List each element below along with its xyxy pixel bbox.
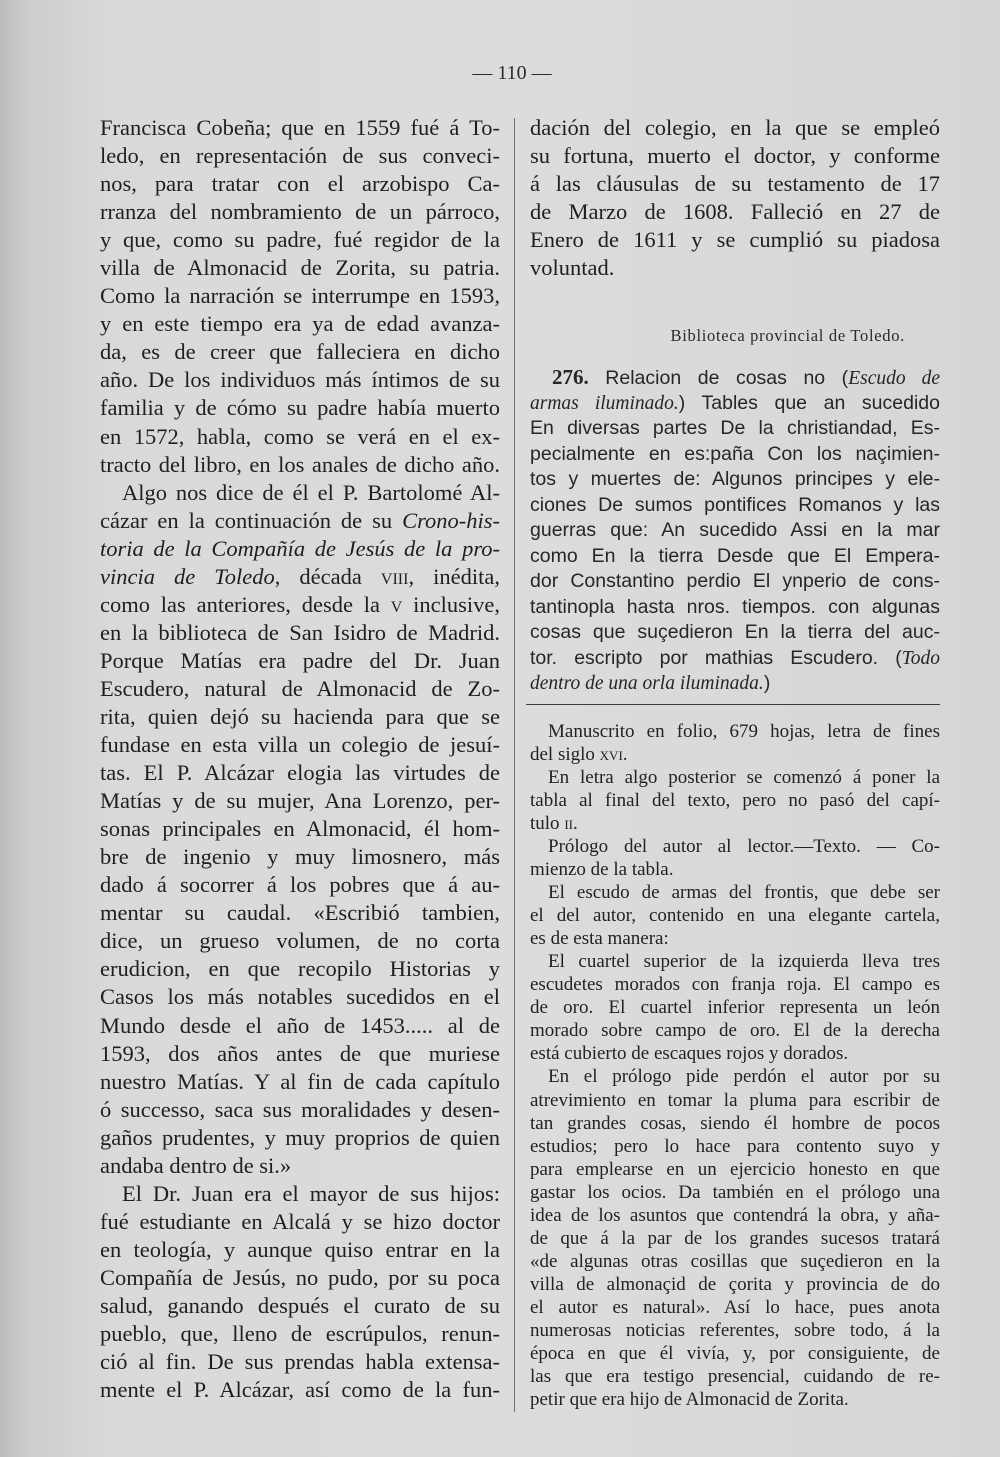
left-column-line [100, 619, 500, 647]
text: mente el P. Alcázar, así como de la fun- [100, 1377, 500, 1403]
text: pueblo, que, lleno de escrúpulos, renun- [100, 1321, 500, 1347]
text: mentar su caudal. «Escribió tambien, [100, 900, 500, 926]
italic-text: toria de la Compañía de Jesús de la pro- [100, 535, 500, 561]
text: en 1572, habla, como se verá en el ex- [100, 423, 500, 449]
text: Como la narración se interrumpe en 1593, [100, 283, 500, 309]
left-column-line [100, 563, 500, 591]
left-column-line [100, 1012, 500, 1040]
text: y que, como su padre, fué regidor de la [100, 227, 500, 253]
text: villa de Almonacid de Zorita, su patria. [100, 255, 500, 281]
text: 1593, dos años antes de que muriese [100, 1040, 500, 1066]
left-column-line [100, 787, 500, 815]
text: tabla al final del texto, pero no pasó del capí- [530, 789, 940, 811]
description-line [530, 1273, 940, 1296]
description-line [530, 720, 940, 743]
right-column-line [530, 198, 940, 226]
text: Matías y de su mujer, Ana Lorenzo, per- [100, 788, 500, 814]
right-column-line [530, 254, 940, 282]
description-line [530, 766, 940, 789]
text: año. De los individuos más íntimos de su [100, 367, 500, 393]
text: de Marzo de 1608. Falleció en 27 de [530, 199, 940, 225]
left-column-paragraph [100, 479, 500, 1180]
left-column-line [100, 1348, 500, 1376]
text: rranza del nombramiento de un párroco, [100, 199, 500, 225]
page-number: — 110 — [472, 62, 552, 84]
catalog-entry-title [530, 365, 940, 697]
small-caps-text: viii [380, 563, 409, 589]
entry-title-line [530, 569, 940, 595]
text: es de esta manera: [530, 928, 669, 950]
text: á las cláusulas de su testamento de 17 [530, 171, 940, 197]
left-column-line [100, 1208, 500, 1236]
description-line [530, 1042, 940, 1065]
text: sonas principales en Almonacid, él hom- [100, 816, 500, 842]
library-note: Biblioteca provincial de Toledo. [670, 326, 905, 345]
text: Prólogo del autor al lector.—Texto. — Co- [548, 835, 940, 857]
text: gastar los ocios. Da también en el prólogo una [530, 1181, 940, 1203]
left-column-line [100, 1320, 500, 1348]
text: En letra algo posterior se comenzó á poner la [548, 766, 940, 788]
text: cosas que suçedieron En la tierra del auc- [530, 621, 940, 644]
text: voluntad. [530, 255, 615, 281]
text: fué estudiante en Alcalá y se hizo doctor [100, 1208, 500, 1234]
text: «de algunas otras cosillas que suçedieron en la [530, 1250, 940, 1272]
left-column-line [100, 170, 500, 198]
text: dación del colegio, en la que se empleó [530, 115, 940, 140]
italic-text: Todo [901, 647, 940, 669]
description-line [530, 904, 940, 927]
entry-title-line [530, 416, 940, 442]
description-line [530, 1112, 940, 1135]
left-column-line [100, 1292, 500, 1320]
text: el del autor, contenido en una elegante cartela, [530, 905, 940, 926]
entry-title-line [530, 671, 940, 697]
text: morado sobre campo de oro. El de la derecha [530, 1020, 940, 1042]
text: ciones De sumos pontifices Romanos y las [530, 493, 940, 516]
left-column-line [100, 647, 500, 675]
right-column-line [530, 170, 940, 198]
text: rita, quien dejó su hacienda para que se [100, 703, 500, 729]
left-column-line [100, 871, 500, 899]
text: del siglo [530, 743, 600, 765]
text: está cubierto de escaques rojos y dorados. [530, 1043, 849, 1065]
description-line [530, 1065, 940, 1088]
italic-text: Escudo de [848, 368, 941, 390]
left-column-line [100, 703, 500, 731]
description-line [530, 1365, 940, 1388]
text: , inédita, [408, 563, 500, 589]
description-line [530, 1342, 940, 1365]
text: de que á la par de los grandes sucesos tratará [530, 1227, 940, 1249]
left-column-line [100, 451, 500, 479]
left-column-line [100, 310, 500, 338]
text: época en que él vivía, y, por consiguiente, de [530, 1343, 940, 1365]
text: las que era testigo presencial, cuidando de re- [530, 1366, 940, 1388]
text: gaños prudentes, y muy proprios de quien [100, 1124, 500, 1150]
entry-title-line [530, 518, 940, 544]
entry-title-line [530, 646, 940, 672]
description-line [530, 1296, 940, 1319]
text: Algo nos dice de él el P. Bartolomé Al- [122, 479, 500, 505]
small-caps-text: v [390, 591, 403, 617]
left-column-line [100, 1096, 500, 1124]
text: da, es de creer que falleciera en dicho [100, 339, 500, 365]
left-column [100, 114, 500, 1404]
description-line [530, 1319, 940, 1342]
description-paragraph [530, 881, 940, 950]
entry-separator-rule [526, 704, 940, 705]
text: petir que era hijo de Almonacid de Zorita. [530, 1389, 849, 1411]
text: en la biblioteca de San Isidro de Madrid. [100, 619, 500, 645]
italic-text: vincia de Toledo [100, 563, 275, 589]
italic-text: dentro de una orla iluminada. [530, 673, 764, 695]
text: villa de almonaçid de çorita y provincia de do [530, 1274, 940, 1295]
left-column-line [100, 507, 500, 535]
entry-title-line [530, 467, 940, 493]
left-column-line [100, 1264, 500, 1292]
entry-title-line [530, 391, 940, 417]
entry-title-paragraph [530, 365, 940, 697]
description-line [530, 858, 940, 881]
text: . [622, 743, 628, 765]
text: Mundo desde el año de 1453..... al de [100, 1012, 500, 1038]
left-column-line [100, 675, 500, 703]
text: guerras que: An sucedido Assi en la mar [530, 519, 940, 542]
left-column-line [100, 955, 500, 983]
italic-text: Crono-his- [402, 507, 500, 533]
left-column-line [100, 815, 500, 843]
text: Escudero, natural de Almonacid de Zo- [100, 675, 500, 701]
text: andaba dentro de si.» [100, 1152, 292, 1178]
description-paragraph [530, 720, 940, 766]
entry-title-line [530, 442, 940, 468]
left-column-line [100, 983, 500, 1011]
description-line [530, 973, 940, 996]
left-column-line [100, 198, 500, 226]
column-divider [514, 118, 515, 1412]
text: . [572, 812, 578, 834]
text: como las anteriores, desde la [100, 591, 391, 617]
entry-title-line [530, 493, 940, 519]
text: tracto del libro, en los anales de dicho año. [100, 451, 500, 477]
left-column-line [100, 843, 500, 871]
left-column-line [100, 1236, 500, 1264]
text: atrevimiento en tomar la pluma para escribir de [530, 1089, 940, 1111]
text: dor Constantino perdio El ynperio de cons- [530, 570, 940, 593]
text: dice, un grueso volumen, de no corta [100, 928, 500, 954]
left-column-line [100, 479, 500, 507]
text: familia y de cómo su padre había muerto [100, 395, 500, 421]
text: tulo [530, 812, 565, 834]
left-column-line [100, 338, 500, 366]
text: tan grandes cosas, siendo él hombre de pocos [530, 1112, 940, 1134]
description-paragraph [530, 1065, 940, 1411]
left-column-line [100, 535, 500, 563]
text: Francisca Cobeña; que en 1559 fué á To- [100, 115, 500, 140]
description-line [530, 1227, 940, 1250]
description-line [530, 835, 940, 858]
text: ció al fin. De sus prendas habla extensa- [100, 1349, 500, 1375]
text: Enero de 1611 y se cumplió su piadosa [530, 227, 940, 253]
description-line [530, 881, 940, 904]
description-line [530, 1204, 940, 1227]
left-column-line [100, 394, 500, 422]
text: , década [274, 563, 381, 589]
description-line [530, 1135, 940, 1158]
text: numerosas noticias referentes, sobre todo, á la [530, 1320, 940, 1342]
left-column-line [100, 731, 500, 759]
left-column-line [100, 366, 500, 394]
right-column-line [530, 114, 940, 142]
left-column-line [100, 282, 500, 310]
description-line [530, 1181, 940, 1204]
text: para emplearse en un ejercicio honesto en que [530, 1158, 940, 1180]
text: ) Tables que an sucedido [678, 391, 940, 414]
text: estudios; pero lo hace para contento suyo y [530, 1135, 940, 1157]
text: escudetes morados con franja roja. El campo es [530, 974, 940, 996]
text: su fortuna, muerto el doctor, y conforme [530, 143, 940, 169]
right-column-line [530, 142, 940, 170]
left-column-line [100, 1124, 500, 1152]
description-line [530, 1388, 940, 1411]
entry-title-line [530, 365, 940, 391]
text: ó successo, saca sus moralidades y desen- [100, 1096, 500, 1122]
left-column-line [100, 114, 500, 142]
left-column-paragraph [100, 114, 500, 479]
description-line [530, 1089, 940, 1112]
text: tor. escripto por mathias Escudero. ( [530, 646, 902, 669]
text: El cuartel superior de la izquierda lleva tres [548, 951, 940, 973]
text: salud, ganando después el curato de su [100, 1292, 500, 1318]
left-column-line [100, 927, 500, 955]
text: como En la tierra Desde que El Empera- [530, 544, 940, 567]
left-column-paragraph [100, 1180, 500, 1404]
text: en teología, y aunque quiso entrar en la [100, 1236, 500, 1262]
description-paragraph [530, 835, 940, 881]
text: dado á socorrer á los pobres que á au- [100, 872, 500, 898]
left-column-line [100, 1180, 500, 1208]
left-column-line [100, 1068, 500, 1096]
text: fundase en esta villa un colegio de jesuí- [100, 732, 500, 758]
description-line [530, 1250, 940, 1273]
text: cázar en la continuación de su [100, 507, 403, 533]
left-column-line [100, 899, 500, 927]
text: mienzo de la tabla. [530, 858, 674, 880]
left-column-line [100, 1376, 500, 1404]
text: ledo, en representación de sus conveci- [100, 143, 500, 169]
text: Manuscrito en folio, 679 hojas, letra de fines [548, 720, 940, 742]
left-column-line [100, 423, 500, 451]
text: El Dr. Juan era el mayor de sus hijos: [122, 1180, 500, 1206]
left-column-line [100, 591, 500, 619]
description-line [530, 950, 940, 973]
text: y en este tiempo era ya de edad avanza- [100, 311, 500, 337]
left-column-line [100, 142, 500, 170]
text: tantinopla hasta nros. tiempos. con algunas [530, 595, 940, 618]
description-line [530, 927, 940, 950]
text: nuestro Matías. Y al fin de cada capítulo [100, 1068, 500, 1094]
text: En diversas partes De la christiandad, Es- [530, 417, 940, 440]
text: Relacion de cosas no ( [588, 367, 849, 390]
description-line [530, 1019, 940, 1042]
right-column-continuation [530, 114, 940, 282]
entry-title-line [530, 620, 940, 646]
small-caps-text: ii [564, 812, 573, 834]
left-column-line [100, 254, 500, 282]
text: idea de los asuntos que contendrá la obra, y aña- [530, 1204, 940, 1226]
entry-number: 276. [552, 365, 589, 390]
entry-title-line [530, 544, 940, 570]
description-line [530, 996, 940, 1019]
text: inclusive, [402, 591, 501, 617]
text: ) [763, 672, 771, 695]
text: Porque Matías era padre del Dr. Juan [100, 647, 500, 673]
right-column-paragraph [530, 114, 940, 282]
italic-text: armas iluminado. [530, 392, 679, 414]
text: nos, para tratar con el arzobispo Ca- [100, 171, 500, 197]
text: tas. El P. Alcázar elogia las virtudes de [100, 760, 500, 786]
left-column-line [100, 226, 500, 254]
text: Casos los más notables sucedidos en el [100, 984, 500, 1010]
description-line [530, 789, 940, 812]
text: de oro. El cuartel inferior representa un león [530, 997, 940, 1019]
left-column-line [100, 1152, 500, 1180]
text: El escudo de armas del frontis, que debe ser [548, 881, 940, 903]
entry-description [530, 720, 940, 1412]
small-caps-text: xvi [599, 743, 623, 765]
text: erudicion, en que recopilo Historias y [100, 956, 500, 982]
description-paragraph [530, 766, 940, 835]
description-line [530, 812, 940, 835]
description-paragraph [530, 950, 940, 1065]
text: pecialmente en es:paña Con los naçimien- [530, 442, 940, 465]
text: el autor es natural». Así lo hace, pues anota [530, 1297, 940, 1319]
text: Compañía de Jesús, no pudo, por su poca [100, 1264, 500, 1290]
entry-title-line [530, 595, 940, 621]
description-line [530, 743, 940, 766]
left-column-line [100, 759, 500, 787]
description-line [530, 1158, 940, 1181]
text: En el prólogo pide perdón el autor por su [548, 1066, 940, 1088]
right-column-line [530, 226, 940, 254]
text: bre de ingenio y muy limosnero, más [100, 844, 500, 870]
left-column-line [100, 1040, 500, 1068]
text: tos y muertes de: Algunos principes y ele- [530, 468, 940, 491]
